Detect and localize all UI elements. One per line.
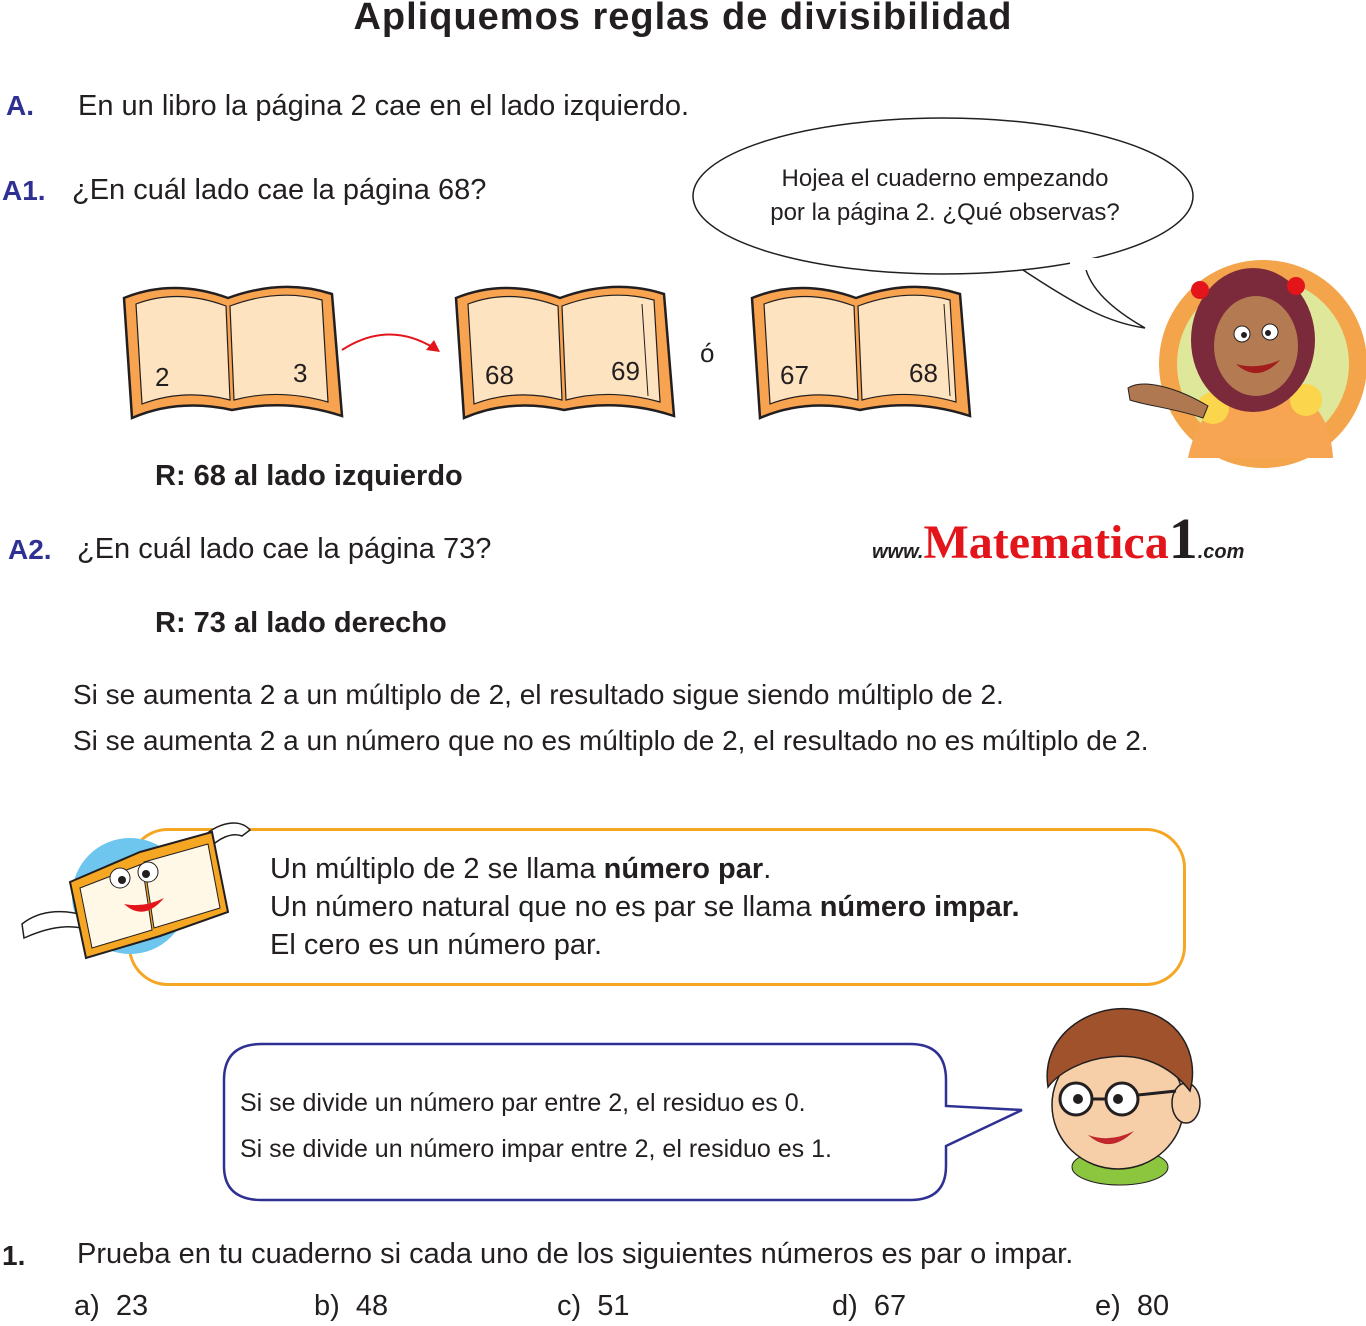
a1-answer: R: 68 al lado izquierdo (155, 460, 463, 492)
open-book-2 (450, 278, 680, 422)
definition-line-2-pre: Un número natural que no es par se llama (270, 891, 820, 923)
option-b-letter: b) (314, 1290, 340, 1322)
book2-left-page: 68 (485, 360, 514, 390)
option-a-value: 23 (115, 1290, 149, 1322)
logo-prefix: www. (872, 541, 924, 563)
or-connector: ó (700, 338, 715, 368)
logo-suffix: .com (1197, 541, 1245, 563)
definition-line-3: El cero es un número par. (270, 929, 603, 961)
book2-right-page: 69 (611, 356, 640, 386)
option-d-value: 67 (873, 1290, 907, 1322)
book1-right-page: 3 (293, 358, 308, 388)
red-arrow-icon (338, 326, 448, 360)
girl-character-illustration (1118, 248, 1366, 476)
book1-left-page: 2 (155, 362, 170, 392)
rule-line-2: Si se aumenta 2 a un número que no es múltiplo de 2, el resultado no es múltiplo de 2. (73, 725, 1149, 756)
boy-character-illustration (1030, 995, 1210, 1190)
a2-answer: R: 73 al lado derecho (155, 607, 447, 639)
section-a-label: A. (6, 90, 34, 121)
definition-text (270, 850, 1020, 964)
definition-line-2 (270, 888, 1020, 926)
section-a-text: En un libro la página 2 cae en el lado izquierdo. (78, 90, 690, 122)
boy-bubble-line1: Si se divide un número par entre 2, el residuo es 0. (240, 1089, 806, 1117)
option-e (1095, 1290, 1169, 1323)
girl-bubble-line1: Hojea el cuaderno empezando (781, 165, 1109, 192)
option-b-value: 48 (355, 1290, 389, 1322)
open-book-1 (118, 278, 348, 422)
option-a-letter: a) (74, 1290, 100, 1322)
option-b (314, 1290, 388, 1323)
open-book-3 (746, 278, 976, 422)
option-c (557, 1290, 630, 1323)
option-a (74, 1290, 148, 1323)
girl-bubble-text (700, 162, 1190, 230)
rule-line-1: Si se aumenta 2 a un múltiplo de 2, el resultado sigue siendo múltiplo de 2. (73, 679, 1004, 710)
option-e-letter: e) (1095, 1290, 1121, 1322)
a2-question: ¿En cuál lado cae la página 73? (77, 533, 492, 565)
matematica1-logo (872, 505, 1244, 572)
term-numero-par: número par (603, 853, 764, 885)
book3-right-page: 68 (909, 358, 938, 388)
exercise-label: 1. (2, 1240, 26, 1271)
definition-line-1-pre: Un múltiplo de 2 se llama (270, 853, 604, 885)
boy-bubble-text (240, 1080, 832, 1172)
a2-label: A2. (8, 534, 52, 565)
boy-bubble-line2: Si se divide un número impar entre 2, el residuo es 1. (240, 1135, 832, 1163)
option-d (832, 1290, 906, 1323)
option-c-value: 51 (597, 1290, 630, 1322)
a1-question: ¿En cuál lado cae la página 68? (72, 174, 487, 206)
definition-line-1 (270, 850, 1020, 888)
term-numero-impar: número impar. (819, 891, 1020, 923)
page-title: Apliquemos reglas de divisibilidad (353, 0, 1013, 38)
book3-left-page: 67 (780, 360, 809, 390)
girl-bubble-line2: por la página 2. ¿Qué observas? (770, 199, 1120, 226)
option-c-letter: c) (557, 1290, 582, 1322)
definition-line-1-post: . (763, 853, 772, 885)
option-d-letter: d) (832, 1290, 858, 1322)
option-e-value: 80 (1136, 1290, 1170, 1322)
book-mascot-illustration (12, 812, 252, 964)
logo-digit: 1 (1168, 506, 1198, 571)
a1-label: A1. (2, 175, 46, 206)
exercise-text: Prueba en tu cuaderno si cada uno de los siguientes números es par o impar. (77, 1238, 1074, 1270)
logo-name: Matematica (923, 516, 1169, 569)
